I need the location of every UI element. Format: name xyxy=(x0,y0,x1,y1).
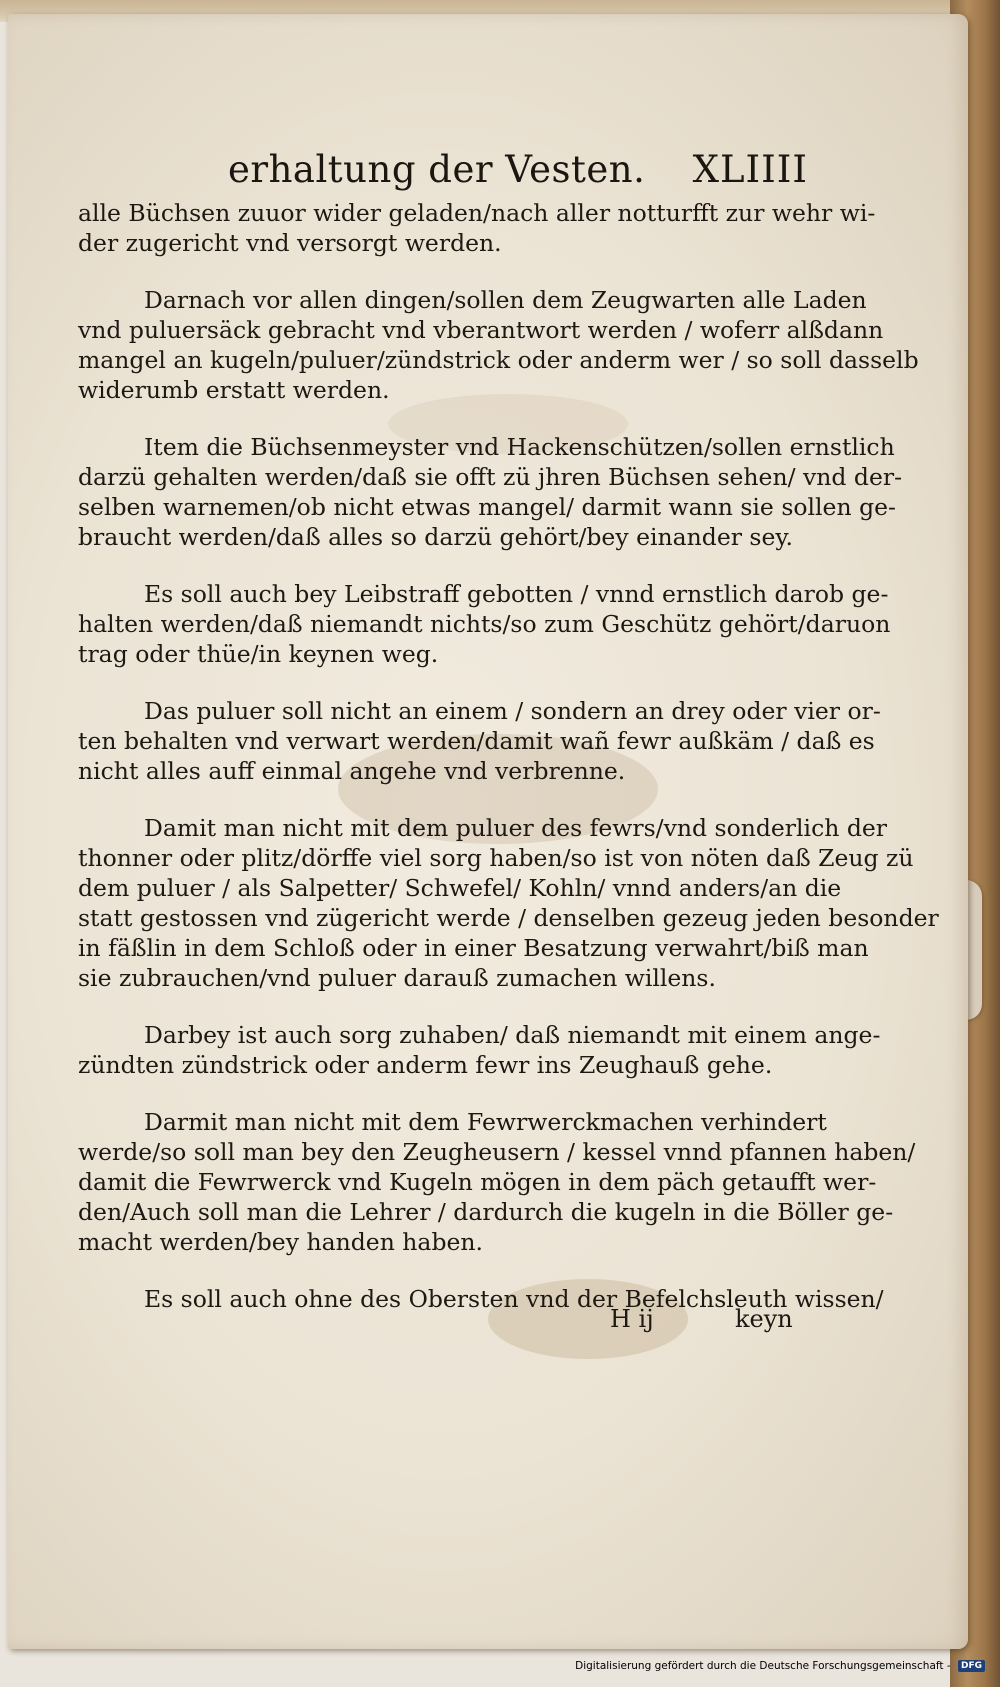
catchword: keyn xyxy=(735,1305,793,1333)
text-line: dem puluer / als Salpetter/ Schwefel/ Kohln/ vnnd anders/an die xyxy=(78,874,842,902)
text-line: widerumb erstatt werden. xyxy=(78,376,390,404)
text-line: darzü gehalten werden/daß sie offt zü jhren Büchsen sehen/ vnd der- xyxy=(78,463,903,491)
text-line: Item die Büchsenmeyster vnd Hackenschützen/sollen ernstlich xyxy=(144,433,895,461)
text-line: werde/so soll man bey den Zeugheusern / kessel vnnd pfannen haben/ xyxy=(78,1138,916,1166)
text-line: selben warnemen/ob nicht etwas mangel/ darmit wann sie sollen ge- xyxy=(78,493,896,521)
text-line: statt gestossen vnd zügericht werde / denselben gezeug jeden besonder xyxy=(78,904,939,932)
text-line: Damit man nicht mit dem puluer des fewrs/vnd sonderlich der xyxy=(144,814,888,842)
text-line: halten werden/daß niemandt nichts/so zum Geschütz gehört/daruon xyxy=(78,610,891,638)
paragraph xyxy=(78,198,876,258)
paragraph xyxy=(78,696,881,786)
text-line: sie zubrauchen/vnd puluer darauß zumachen willens. xyxy=(78,964,716,992)
text-line: Darbey ist auch sorg zuhaben/ daß niemandt mit einem ange- xyxy=(144,1021,881,1049)
paragraph xyxy=(78,432,903,552)
text-line: Das puluer soll nicht an einem / sondern an drey oder vier or- xyxy=(144,697,881,725)
digitization-credit xyxy=(565,1660,985,1682)
text-line: alle Büchsen zuuor wider geladen/nach aller notturfft zur wehr wi- xyxy=(78,199,876,227)
paragraph xyxy=(78,1284,884,1314)
page-header xyxy=(228,148,808,196)
text-line: mangel an kugeln/puluer/zündstrick oder anderm wer / so soll dasselb xyxy=(78,346,919,374)
text-line: macht werden/bey handen haben. xyxy=(78,1228,483,1256)
text-line: in fäßlin in dem Schloß oder in einer Besatzung verwahrt/biß man xyxy=(78,934,869,962)
paragraph xyxy=(78,285,919,405)
text-line: der zugericht vnd versorgt werden. xyxy=(78,229,502,257)
text-line: Darnach vor allen dingen/sollen dem Zeugwarten alle Laden xyxy=(144,286,867,314)
text-line: thonner oder plitz/dörffe viel sorg haben/so ist von nöten daß Zeug zü xyxy=(78,844,914,872)
paragraph xyxy=(78,579,891,669)
text-line: Darmit man nicht mit dem Fewrwerckmachen verhindert xyxy=(144,1108,827,1136)
text-line: ten behalten vnd verwart werden/damit wañ fewr außkäm / daß es xyxy=(78,727,875,755)
dfg-logo: DFG xyxy=(958,1660,985,1672)
text-line: trag oder thüe/in keynen weg. xyxy=(78,640,439,668)
body-text xyxy=(78,198,939,1341)
paragraph xyxy=(78,813,939,993)
paragraph xyxy=(78,1020,881,1080)
text-line: vnd puluersäck gebracht vnd vberantwort werden / woferr alßdann xyxy=(78,316,884,344)
text-line: Es soll auch bey Leibstraff gebotten / vnnd ernstlich darob ge- xyxy=(144,580,889,608)
credit-text: Digitalisierung gefördert durch die Deutsche Forschungsgemeinschaft - xyxy=(575,1660,951,1672)
paragraph xyxy=(78,1107,916,1257)
text-line: Es soll auch ohne des Obersten vnd der Befelchsleuth wissen/ xyxy=(144,1285,884,1313)
running-title: erhaltung der Vesten. xyxy=(228,148,646,191)
text-line: braucht werden/daß alles so darzü gehört/bey einander sey. xyxy=(78,523,794,551)
signature-mark: H ij xyxy=(610,1305,654,1333)
text-line: zündten zündstrick oder anderm fewr ins Zeughauß gehe. xyxy=(78,1051,773,1079)
text-line: den/Auch soll man die Lehrer / dardurch die kugeln in die Böller ge- xyxy=(78,1198,894,1226)
folio-number: XLIIII xyxy=(692,148,808,191)
text-line: nicht alles auff einmal angehe vnd verbrenne. xyxy=(78,757,626,785)
text-line: damit die Fewrwerck vnd Kugeln mögen in dem päch getaufft wer- xyxy=(78,1168,877,1196)
